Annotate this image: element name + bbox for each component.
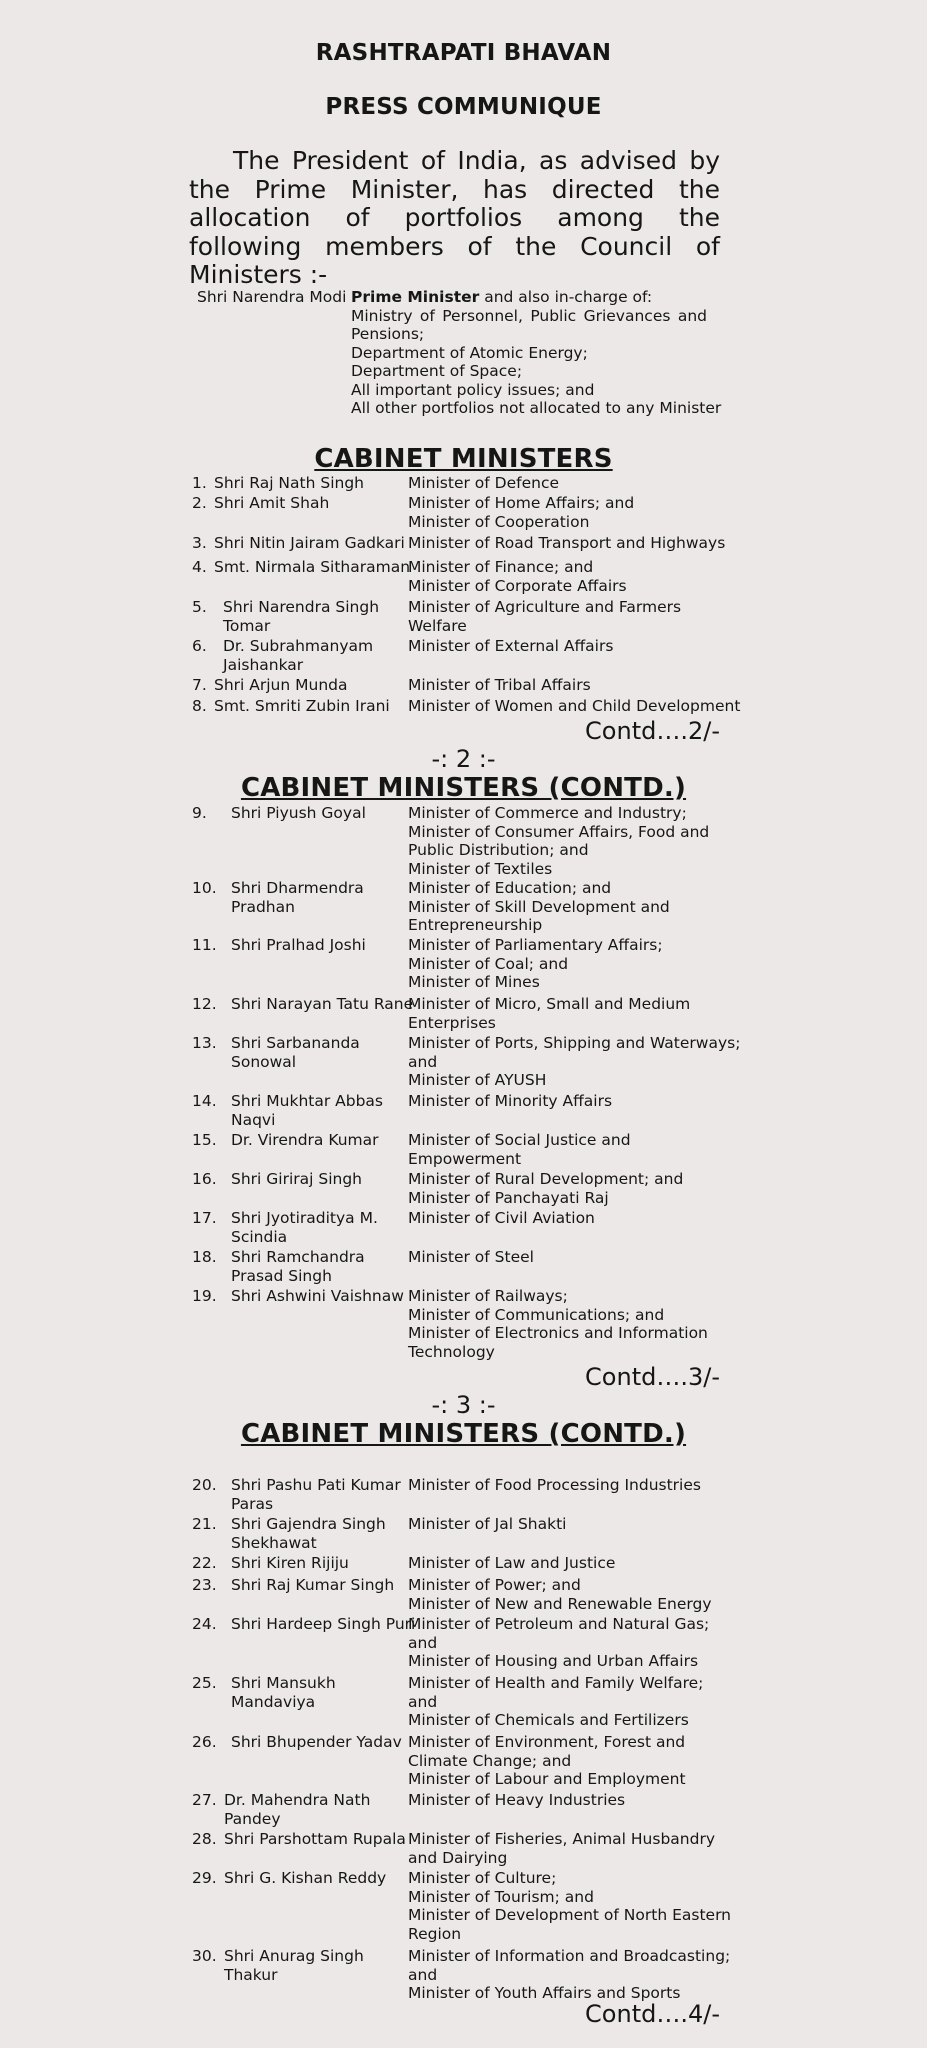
prime-minister-portfolios <box>351 288 722 418</box>
minister-name <box>231 1615 421 1634</box>
minister-portfolio <box>408 1869 731 1943</box>
portfolio-line: Minister of Electronics and Information <box>408 1324 708 1342</box>
portfolio-line: Minister of Home Affairs; and <box>408 494 635 512</box>
portfolio-line: Enterprises <box>408 1013 496 1032</box>
minister-number: 7. <box>192 676 207 694</box>
minister-name-line: Sonowal <box>231 1052 297 1071</box>
portfolio-line: Minister of Rural Development; and <box>408 1170 684 1188</box>
portfolio-line: Minister of Ports, Shipping and Waterways; <box>408 1034 741 1052</box>
minister-number: 18. <box>192 1248 217 1266</box>
minister-name-line: Shri Nitin Jairam Gadkari <box>214 534 405 552</box>
minister-number: 11. <box>192 936 217 954</box>
minister-number: 21. <box>192 1515 217 1533</box>
portfolio-line: Minister of Law and Justice <box>408 1554 616 1572</box>
minister-portfolio <box>408 1131 728 1168</box>
portfolio-line: Minister of Defence <box>408 474 560 492</box>
portfolio-line: Minister of Housing and Urban Affairs <box>408 1652 699 1670</box>
minister-name-line: Thakur <box>224 1965 278 1984</box>
minister-number: 15. <box>192 1131 217 1149</box>
document-subtitle: PRESS COMMUNIQUE <box>325 94 602 120</box>
section-title-cabinet-contd: CABINET MINISTERS (CONTD.) <box>240 773 687 803</box>
portfolio-line: Minister of External Affairs <box>408 637 614 655</box>
minister-portfolio <box>408 936 728 992</box>
minister-number: 14. <box>192 1092 217 1110</box>
minister-name-line: Shri G. Kishan Reddy <box>224 1869 387 1887</box>
portfolio-line: Minister of Development of North Eastern <box>408 1906 731 1924</box>
minister-portfolio <box>408 1034 741 1090</box>
minister-name-line: Shri Mansukh <box>231 1674 336 1692</box>
portfolio-line: and <box>408 1965 438 1984</box>
portfolio-line: Welfare <box>408 616 467 635</box>
section-title-cabinet-contd: CABINET MINISTERS (CONTD.) <box>240 1419 687 1449</box>
minister-portfolio <box>408 697 741 716</box>
portfolio-line: and Dairying <box>408 1848 508 1867</box>
minister-name-line: Shri Pashu Pati Kumar <box>231 1476 401 1494</box>
minister-portfolio <box>408 879 728 935</box>
minister-number: 20. <box>192 1476 217 1494</box>
minister-number: 8. <box>192 697 207 715</box>
minister-portfolio <box>408 1092 728 1111</box>
minister-name-line: Shri Parshottam Rupala <box>224 1830 406 1848</box>
portfolio-line: Minister of Food Processing Industries <box>408 1476 701 1494</box>
minister-name-line: Shri Narendra Singh <box>223 598 380 616</box>
minister-portfolio <box>408 1733 728 1789</box>
minister-portfolio <box>408 637 728 656</box>
minister-number: 19. <box>192 1287 217 1305</box>
portfolio-line: Minister of Power; and <box>408 1576 581 1594</box>
minister-portfolio <box>408 804 728 878</box>
portfolio-line: Minister of Information and Broadcasting; <box>408 1947 731 1965</box>
minister-name-line: Smt. Smriti Zubin Irani <box>214 697 390 715</box>
portfolio-line: Empowerment <box>408 1149 522 1168</box>
minister-portfolio <box>408 1791 728 1810</box>
minister-name-line: Shri Pralhad Joshi <box>231 936 366 954</box>
portfolio-line: Minister of Environment, Forest and <box>408 1733 686 1751</box>
minister-name-line: Shri Bhupender Yadav <box>231 1733 402 1751</box>
minister-number: 5. <box>192 598 207 616</box>
minister-name <box>231 1209 421 1246</box>
minister-portfolio <box>408 1830 728 1867</box>
minister-name-line: Tomar <box>223 616 271 635</box>
minister-name <box>214 494 404 513</box>
portfolio-line: Minister of New and Renewable Energy <box>408 1594 712 1613</box>
minister-name-line: Naqvi <box>231 1110 276 1129</box>
pm-portfolio-item: All important policy issues; and <box>351 380 595 399</box>
minister-name-line: Shri Narayan Tatu Rane <box>231 995 414 1013</box>
minister-portfolio <box>408 474 728 493</box>
portfolio-line: Entrepreneurship <box>408 916 543 934</box>
minister-portfolio <box>408 534 728 553</box>
minister-name-line: Shri Dharmendra <box>231 879 364 897</box>
minister-name <box>231 804 421 823</box>
portfolio-line: Minister of Cooperation <box>408 512 590 531</box>
portfolio-line: Minister of Railways; <box>408 1287 568 1305</box>
portfolio-line: and <box>408 1633 438 1652</box>
minister-number: 30. <box>192 1947 217 1965</box>
minister-portfolio <box>408 1615 728 1671</box>
portfolio-line: Region <box>408 1924 462 1943</box>
pm-portfolio-item: Department of Atomic Energy; <box>351 343 588 362</box>
minister-name-line: Shri Arjun Munda <box>214 676 348 694</box>
minister-name <box>231 1248 421 1285</box>
minister-name <box>214 558 411 577</box>
portfolio-line: Climate Change; and <box>408 1751 572 1770</box>
minister-name <box>231 936 421 955</box>
page-number: -: 2 :- <box>431 745 496 773</box>
minister-name-line: Shri Kiren Rijiju <box>231 1554 349 1572</box>
minister-name-line: Shri Ashwini Vaishnaw <box>231 1287 404 1305</box>
portfolio-line: Minister of Corporate Affairs <box>408 576 627 595</box>
minister-name <box>231 1674 421 1711</box>
minister-portfolio <box>408 1170 728 1207</box>
portfolio-line: Minister of Heavy Industries <box>408 1791 626 1809</box>
minister-name <box>214 534 404 553</box>
minister-name <box>223 598 413 635</box>
portfolio-line: Minister of Petroleum and Natural Gas; <box>408 1615 710 1633</box>
minister-name-line: Shri Hardeep Singh Puri <box>231 1615 416 1633</box>
minister-name <box>231 879 421 916</box>
minister-number: 13. <box>192 1034 217 1052</box>
minister-name <box>231 995 421 1014</box>
minister-number: 27. <box>192 1791 217 1809</box>
intro-paragraph: The President of India, as advised by the Prime Minister, has directed the allocation of portfolios among the following members of the Council of Ministers :- <box>189 146 720 289</box>
minister-name <box>214 474 404 493</box>
portfolio-line: Minister of Minority Affairs <box>408 1092 613 1110</box>
portfolio-line: Minister of Coal; and <box>408 954 569 973</box>
minister-name-line: Paras <box>231 1494 274 1513</box>
minister-name <box>231 1515 421 1552</box>
section-title-cabinet: CABINET MINISTERS <box>314 444 613 474</box>
portfolio-line: Minister of Health and Family Welfare; <box>408 1674 704 1692</box>
minister-name <box>231 1131 421 1150</box>
minister-name-line: Pradhan <box>231 897 295 916</box>
portfolio-line: Minister of Communications; and <box>408 1305 665 1324</box>
minister-number: 1. <box>192 474 207 492</box>
minister-name-line: Prasad Singh <box>231 1266 332 1285</box>
minister-name <box>231 1170 421 1189</box>
minister-name-line: Shri Piyush Goyal <box>231 804 366 822</box>
minister-number: 26. <box>192 1733 217 1751</box>
pm-portfolio-item: All other portfolios not allocated to any Minister <box>351 399 722 417</box>
minister-portfolio <box>408 1209 728 1228</box>
minister-name-line: Pandey <box>224 1809 281 1828</box>
portfolio-line: Minister of Civil Aviation <box>408 1209 595 1227</box>
minister-portfolio <box>408 1576 728 1613</box>
minister-name-line: Mandaviya <box>231 1692 316 1711</box>
minister-name-line: Shri Gajendra Singh <box>231 1515 386 1533</box>
minister-name-line: Dr. Mahendra Nath <box>224 1791 371 1809</box>
minister-name <box>224 1947 414 1984</box>
minister-name <box>231 1034 421 1071</box>
minister-number: 25. <box>192 1674 217 1692</box>
minister-name-line: Shri Giriraj Singh <box>231 1170 363 1188</box>
prime-minister-title-suffix: and also in-charge of: <box>479 288 653 306</box>
minister-number: 17. <box>192 1209 217 1227</box>
minister-number: 6. <box>192 637 207 655</box>
minister-portfolio <box>408 1476 728 1495</box>
portfolio-line: Minister of Parliamentary Affairs; <box>408 936 663 954</box>
portfolio-line: Minister of Labour and Employment <box>408 1770 686 1788</box>
minister-portfolio <box>408 1554 728 1573</box>
portfolio-line: Minister of Mines <box>408 973 540 991</box>
portfolio-line: Minister of Micro, Small and Medium <box>408 995 691 1013</box>
portfolio-line: Minister of Social Justice and <box>408 1131 631 1149</box>
minister-number: 28. <box>192 1830 217 1848</box>
portfolio-line: Technology <box>408 1342 495 1361</box>
minister-name <box>231 1476 421 1513</box>
continued-marker: Contd….3/- <box>585 1363 720 1391</box>
minister-name <box>231 1576 421 1595</box>
document-title: RASHTRAPATI BHAVAN <box>315 40 612 66</box>
minister-portfolio <box>408 1287 728 1361</box>
minister-portfolio <box>408 1947 731 2003</box>
minister-name <box>224 1830 414 1849</box>
minister-name <box>224 1791 414 1828</box>
portfolio-line: Minister of Steel <box>408 1248 534 1266</box>
portfolio-line: Minister of Consumer Affairs, Food and <box>408 822 710 841</box>
portfolio-line: Minister of Women and Child Development <box>408 697 741 715</box>
minister-name <box>231 1733 421 1752</box>
minister-number: 9. <box>192 804 207 822</box>
continued-marker: Contd….2/- <box>585 717 720 745</box>
portfolio-line: Public Distribution; and <box>408 841 589 859</box>
minister-name-line: Shri Raj Nath Singh <box>214 474 364 492</box>
portfolio-line: Minister of Skill Development and <box>408 897 670 916</box>
portfolio-line: Minister of Panchayati Raj <box>408 1188 609 1207</box>
minister-name-line: Shri Raj Kumar Singh <box>231 1576 395 1594</box>
minister-name <box>231 1554 421 1573</box>
minister-name-line: Shri Ramchandra <box>231 1248 365 1266</box>
minister-number: 4. <box>192 558 207 576</box>
portfolio-line: Minister of Chemicals and Fertilizers <box>408 1711 689 1729</box>
minister-number: 29. <box>192 1869 217 1887</box>
portfolio-line: Minister of Tribal Affairs <box>408 676 591 694</box>
portfolio-line: Minister of Jal Shakti <box>408 1515 567 1533</box>
portfolio-line: Minister of Youth Affairs and Sports <box>408 1984 681 2002</box>
minister-name-line: Shri Jyotiraditya M. <box>231 1209 378 1227</box>
minister-name-line: Shri Amit Shah <box>214 494 330 512</box>
page-number: -: 3 :- <box>431 1391 496 1419</box>
minister-name <box>214 697 404 716</box>
portfolio-line: Minister of AYUSH <box>408 1071 547 1089</box>
minister-name-line: Shekhawat <box>231 1533 317 1552</box>
minister-name <box>224 1869 414 1888</box>
pm-portfolio-item: Ministry of Personnel, Public Grievances and Pensions; <box>351 306 707 343</box>
portfolio-line: Minister of Finance; and <box>408 558 594 576</box>
minister-portfolio <box>408 995 728 1032</box>
minister-name <box>231 1287 421 1306</box>
portfolio-line: Minister of Road Transport and Highways <box>408 534 726 552</box>
minister-portfolio <box>408 494 728 531</box>
minister-number: 2. <box>192 494 207 512</box>
prime-minister-name: Shri Narendra Modi <box>197 288 347 306</box>
minister-number: 3. <box>192 534 207 552</box>
portfolio-line: Minister of Fisheries, Animal Husbandry <box>408 1830 716 1848</box>
continued-marker: Contd….4/- <box>585 2000 720 2028</box>
portfolio-line: Minister of Culture; <box>408 1869 557 1887</box>
minister-portfolio <box>408 676 728 695</box>
minister-name-line: Smt. Nirmala Sitharaman <box>214 558 411 576</box>
minister-number: 23. <box>192 1576 217 1594</box>
portfolio-line: Minister of Textiles <box>408 859 553 878</box>
minister-number: 16. <box>192 1170 217 1188</box>
minister-number: 12. <box>192 995 217 1013</box>
minister-name-line: Dr. Virendra Kumar <box>231 1131 379 1149</box>
portfolio-line: Minister of Commerce and Industry; <box>408 804 687 822</box>
minister-name-line: Shri Sarbananda <box>231 1034 360 1052</box>
minister-name-line: Shri Mukhtar Abbas <box>231 1092 383 1110</box>
minister-name-line: Scindia <box>231 1227 288 1246</box>
minister-name-line: Jaishankar <box>223 655 304 674</box>
portfolio-line: and <box>408 1052 438 1071</box>
minister-name-line: Shri Anurag Singh <box>224 1947 364 1965</box>
portfolio-line: Minister of Agriculture and Farmers <box>408 598 682 616</box>
pm-portfolio-item: Department of Space; <box>351 362 523 380</box>
minister-name <box>223 637 413 674</box>
portfolio-line: Minister of Education; and <box>408 879 612 897</box>
minister-number: 10. <box>192 879 217 897</box>
minister-number: 22. <box>192 1554 217 1572</box>
minister-portfolio <box>408 558 728 595</box>
minister-portfolio <box>408 1248 728 1267</box>
minister-portfolio <box>408 598 728 635</box>
prime-minister-title: Prime Minister <box>351 288 480 306</box>
minister-name-line: Dr. Subrahmanyam <box>223 637 374 655</box>
minister-portfolio <box>408 1674 728 1730</box>
minister-number: 24. <box>192 1615 217 1633</box>
minister-name <box>214 676 404 695</box>
portfolio-line: Minister of Tourism; and <box>408 1887 594 1906</box>
minister-name <box>231 1092 421 1129</box>
minister-portfolio <box>408 1515 728 1534</box>
portfolio-line: and <box>408 1692 438 1711</box>
